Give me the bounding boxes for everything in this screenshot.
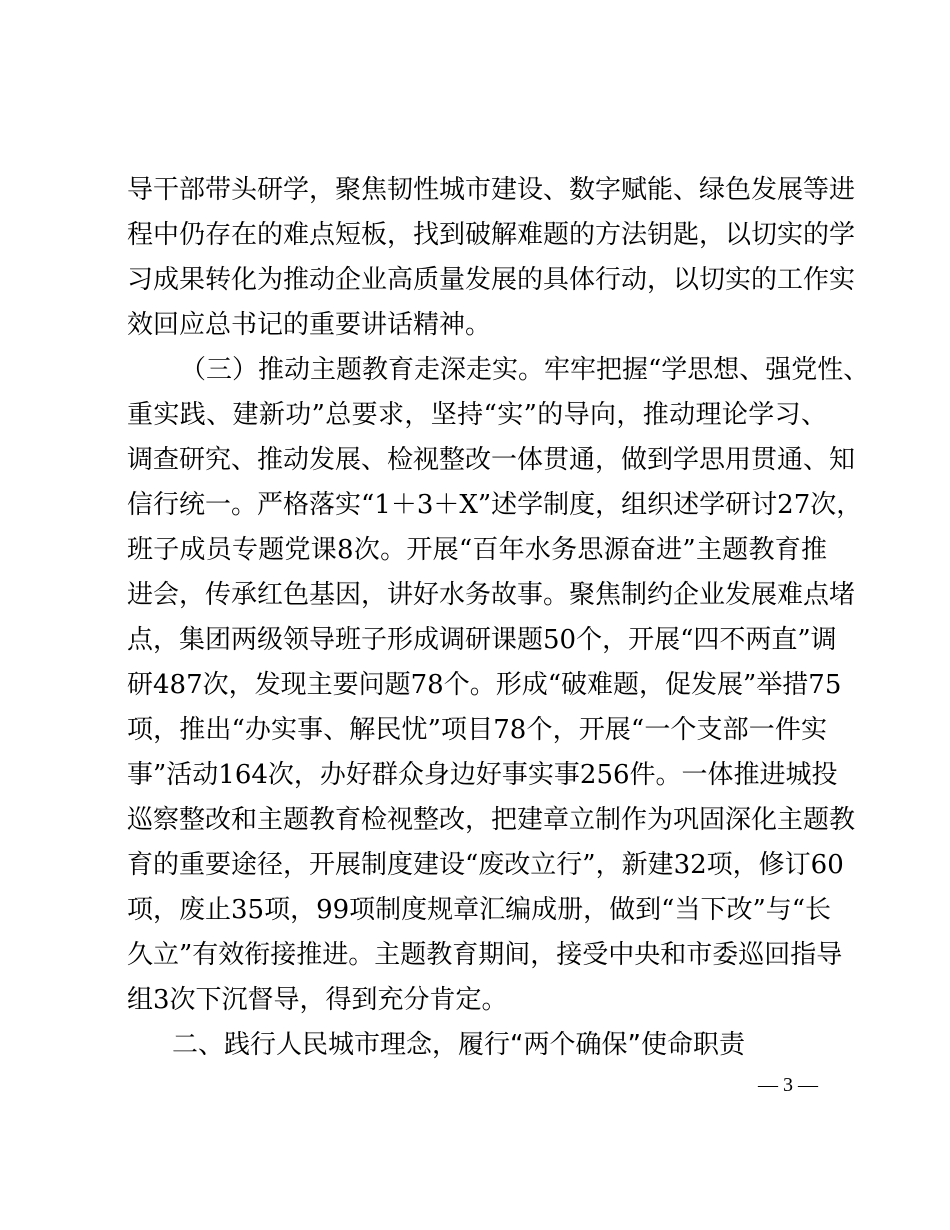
paragraph-line: 班子成员专题党课8次。开展“百年水务思源奋进”主题教育推 [127, 535, 827, 565]
paragraph-line: 项，推出“办实事、解民忧”项目78个，开展“一个支部一件实 [127, 715, 827, 745]
paragraph-line: 程中仍存在的难点短板，找到破解难题的方法钥匙，以切实的学 [127, 220, 856, 250]
paragraph-line: 进会，传承红色基因，讲好水务故事。聚焦制约企业发展难点堵 [127, 580, 856, 610]
paragraph-line: 信行统一。严格落实“1＋3＋X”述学制度，组织述学研讨27次， [127, 490, 863, 520]
paragraph-line: 久立”有效衔接推进。主题教育期间，接受中央和市委巡回指导 [127, 940, 843, 970]
subsection-heading: （三）推动主题教育走深走实。 [180, 355, 545, 385]
paragraph-line: 巡察整改和主题教育检视整改，把建章立制作为巩固深化主题教 [127, 805, 856, 835]
paragraph-line: 习成果转化为推动企业高质量发展的具体行动，以切实的工作实 [127, 265, 856, 295]
paragraph-line: 组3次下沉督导，得到充分肯定。 [127, 985, 508, 1015]
page-number: — 3 — [758, 1074, 818, 1096]
paragraph-text: 牢牢把握“学思想、强党性、 [544, 355, 870, 385]
paragraph-line: 研487次，发现主要问题78个。形成“破难题，促发展”举措75 [127, 670, 842, 700]
paragraph-line: 导干部带头研学，聚焦韧性城市建设、数字赋能、绿色发展等进 [127, 175, 856, 205]
paragraph-line: 事”活动164次，办好群众身边好事实事256件。一体推进城投 [127, 760, 838, 790]
paragraph-line: 效回应总书记的重要讲话精神。 [127, 310, 492, 340]
paragraph-line: 育的重要途径，开展制度建设“废改立行”，新建32项，修订60 [127, 850, 844, 880]
paragraph-line: 调查研究、推动发展、检视整改一体贯通，做到学思用贯通、知 [127, 445, 856, 475]
section-heading: 二、践行人民城市理念，履行“两个确保”使命职责 [172, 1030, 745, 1060]
paragraph-line: 点，集团两级领导班子形成调研课题50个，开展“四不两直”调 [127, 625, 837, 655]
paragraph-line: 重实践、建新功”总要求，坚持“实”的导向，推动理论学习、 [127, 400, 827, 430]
paragraph-first-line [180, 355, 870, 385]
paragraph-line: 项，废止35项，99项制度规章汇编成册，做到“当下改”与“长 [127, 895, 832, 925]
